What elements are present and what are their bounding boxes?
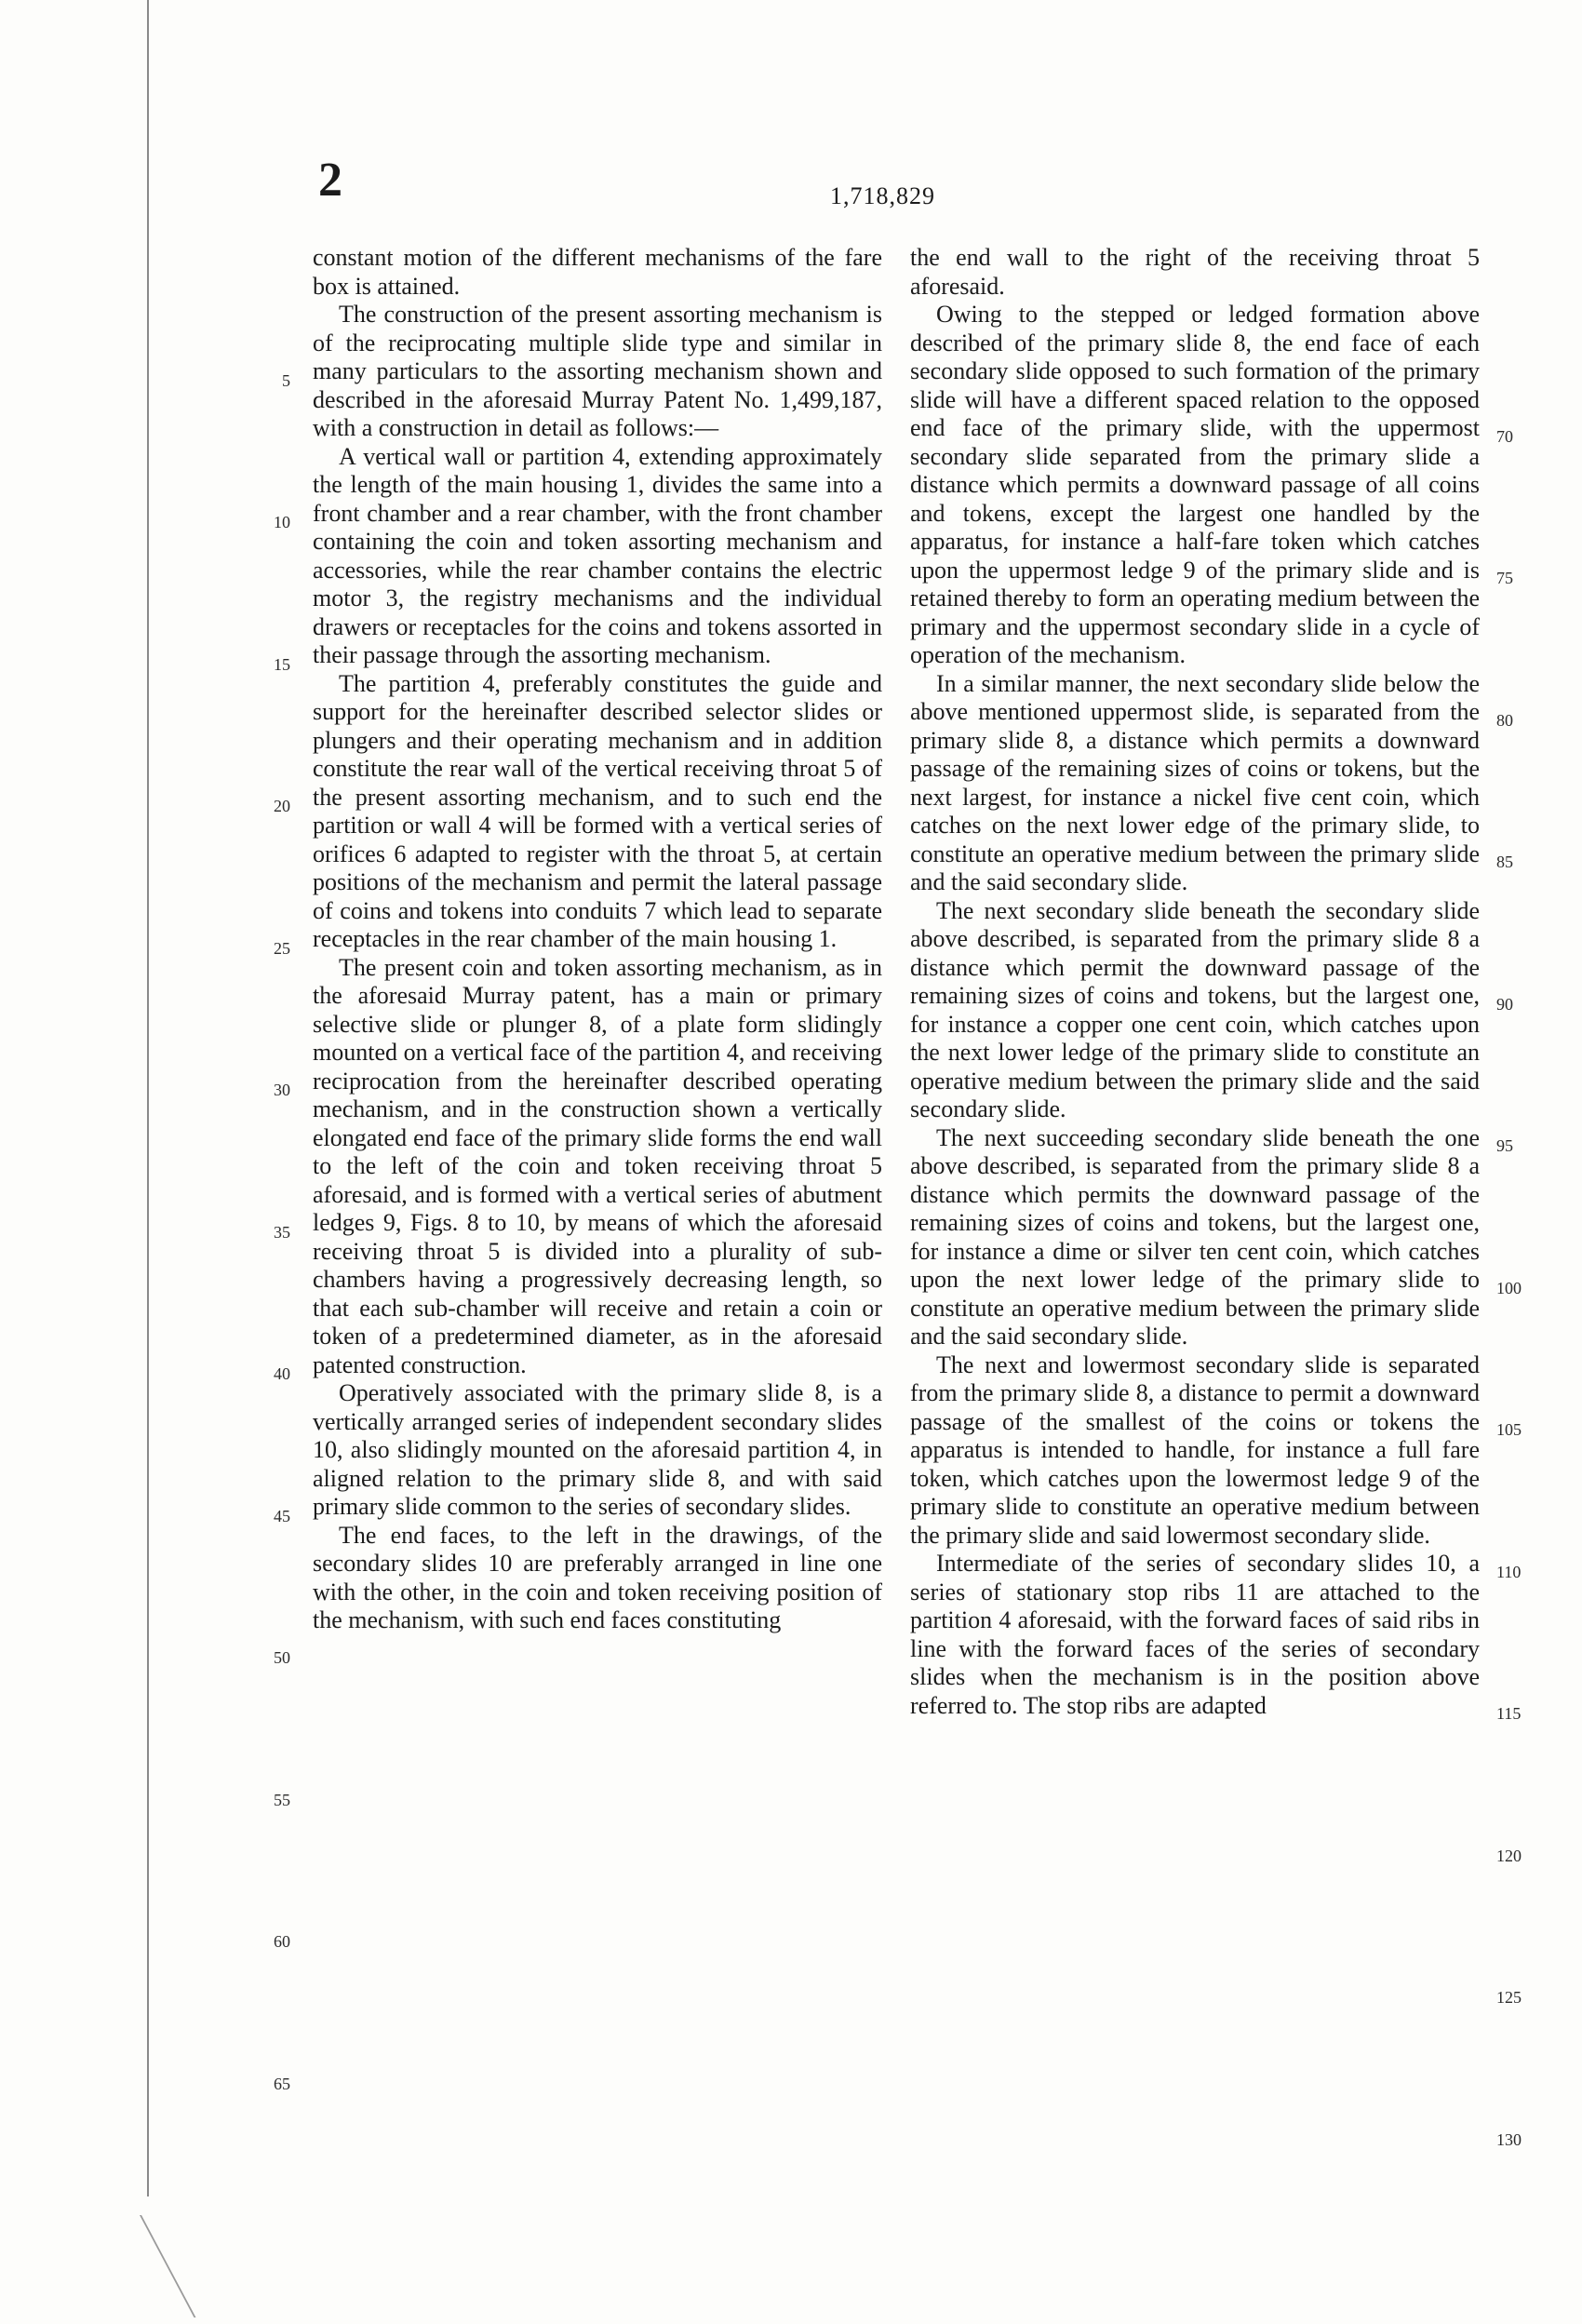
line-number-right: 115 [1496, 1704, 1522, 1723]
paragraph: Intermediate of the series of secondary slides 10, a series of stationary stop ribs 11 are attached to the partition 4 aforesaid, with the forward faces of said ribs in line with the forward faces of the series of secondary slides when the mechanism is in the position above referred to. The stop ribs are adapted [910, 1550, 1480, 1719]
left-text-column [313, 244, 882, 1635]
line-number-left: 35 [274, 1223, 290, 1242]
line-number-right: 75 [1496, 569, 1513, 587]
line-number-left: 65 [274, 2075, 290, 2093]
paragraph: constant motion of the different mechanisms of the fare box is attained. [313, 244, 882, 300]
paragraph: The next and lowermost secondary slide is separated from the primary slide 8, a distance to permit a downward passage of the smallest of the coins or tokens the apparatus is intended to handle, for instance a full fare token, which catches upon the lowermost ledge 9 of the primary slide to constitute an operative medium between the primary slide and said lowermost secondary slide. [910, 1350, 1480, 1549]
scan-corner-mark [140, 2215, 270, 2317]
paragraph: The present coin and token assorting mechanism, as in the aforesaid Murray patent, has a main or primary selective slide or plunger 8, of a plate form slidingly mounted on a vertical face of the partition 4, and receiving reciprocation from the hereinafter described operating mechanism, and in the construction shown a vertically elongated end face of the primary slide forms the end wall to the left of the coin and token receiving throat 5 aforesaid, and is formed with a vertical series of abutment ledges 9, Figs. 8 to 10, by means of which the aforesaid receiving throat 5 is divided into a plurality of sub-chambers having a progressively decreasing length, so that each sub-chamber will receive and retain a coin or token of a predetermined diameter, as in the aforesaid patented construction. [313, 953, 882, 1378]
paragraph: In a similar manner, the next secondary slide below the above mentioned uppermost slide, is separated from the primary slide 8, a distance which permits a downward passage of the remaining sizes of coins or tokens, but the next largest, for instance a nickel five cent coin, which catches on the next lower edge of the primary slide, to constitute an operative medium between the primary slide and the said secondary slide. [910, 669, 1480, 895]
paragraph: The partition 4, preferably constitutes the guide and support for the hereinafter described selector slides or plungers and their operating mechanism and in addition constitute the rear wall of the vertical receiving throat 5 of the present assorting mechanism, and to such end the partition or wall 4 will be formed with a vertical series of orifices 6 adapted to register with the throat 5, at certain positions of the mechanism and permit the lateral passage of coins and tokens into conduits 7 which lead to separate receptacles in the rear chamber of the main housing 1. [313, 669, 882, 952]
line-number-right: 100 [1496, 1279, 1522, 1297]
line-number-left: 20 [274, 797, 290, 815]
line-number-right: 90 [1496, 995, 1513, 1014]
line-number-right: 105 [1496, 1420, 1522, 1439]
paragraph: The next succeeding secondary slide beneath the one above described, is separated from the primary slide 8 a distance which permits the downward passage of the remaining sizes of coins and tokens, but the largest one, for instance a dime or silver ten cent coin, which catches upon the next lower ledge of the primary slide to constitute an operative medium between the primary slide and the said secondary slide. [910, 1123, 1480, 1350]
paragraph: the end wall to the right of the receiving throat 5 aforesaid. [910, 244, 1480, 300]
line-number-right: 110 [1496, 1563, 1522, 1581]
line-number-right: 85 [1496, 853, 1513, 871]
line-number-left: 15 [274, 655, 290, 674]
right-text-column [910, 244, 1480, 1720]
line-number-left: 45 [274, 1507, 290, 1525]
line-number-left: 55 [274, 1791, 290, 1809]
line-number-left: 50 [274, 1648, 290, 1667]
paragraph: A vertical wall or partition 4, extending approximately the length of the main housing 1, divides the same into a front chamber and a rear chamber, with the front chamber containing the coin and token assorting mechanism and accessories, while the rear chamber contains the electric motor 3, the registry mechanisms and the individual drawers or receptacles for the coins and tokens assorted in their passage through the assorting mechanism. [313, 442, 882, 668]
line-number-right: 130 [1496, 2130, 1522, 2149]
line-number-left: 10 [274, 513, 290, 531]
line-number-left: 60 [274, 1932, 290, 1951]
paragraph: The construction of the present assorting mechanism is of the reciprocating multiple slide type and similar in many particulars to the assorting mechanism shown and described in the aforesaid Murray Patent No. 1,499,187, with a construction in detail as follows:— [313, 301, 882, 441]
line-number-left: 40 [274, 1364, 290, 1383]
line-number-right: 80 [1496, 711, 1513, 730]
line-number-left: 5 [282, 371, 290, 390]
line-number-right: 125 [1496, 1988, 1522, 2007]
scan-margin-rule [147, 0, 149, 2196]
line-number-right: 95 [1496, 1136, 1513, 1155]
line-number-left: 30 [274, 1081, 290, 1099]
paragraph: The next secondary slide beneath the secondary slide above described, is separated from the primary slide 8 a distance which permit the downward passage of the remaining sizes of coins and tokens, but the largest one, for instance a copper one cent coin, which catches upon the next lower ledge of the primary slide to constitute an operative medium between the primary slide and the said secondary slide. [910, 896, 1480, 1122]
paragraph: Operatively associated with the primary slide 8, is a vertically arranged series of independent secondary slides 10, also slidingly mounted on the aforesaid partition 4, in aligned relation to the primary slide 8, and with said primary slide common to the series of secondary slides. [313, 1379, 882, 1520]
line-number-right: 70 [1496, 427, 1513, 446]
patent-number: 1,718,829 [830, 182, 935, 209]
page-number: 2 [318, 154, 342, 207]
line-number-right: 120 [1496, 1847, 1522, 1865]
paragraph: The end faces, to the left in the drawings, of the secondary slides 10 are preferably arranged in line one with the other, in the coin and token receiving position of the mechanism, with such end faces constituting [313, 1521, 882, 1633]
paragraph: Owing to the stepped or ledged formation above described of the primary slide 8, the end face of each secondary slide opposed to such formation of the primary slide will have a different spaced relation to the opposed end face of the primary slide, with the uppermost secondary slide separated from the primary slide a distance which permits a downward passage of all coins and tokens, except the largest one handled by the apparatus, for instance a half-fare token which catches upon the uppermost ledge 9 of the primary slide and is retained thereby to form an operating medium between the primary and the uppermost secondary slide in a cycle of operation of the mechanism. [910, 301, 1480, 668]
line-number-left: 25 [274, 939, 290, 958]
